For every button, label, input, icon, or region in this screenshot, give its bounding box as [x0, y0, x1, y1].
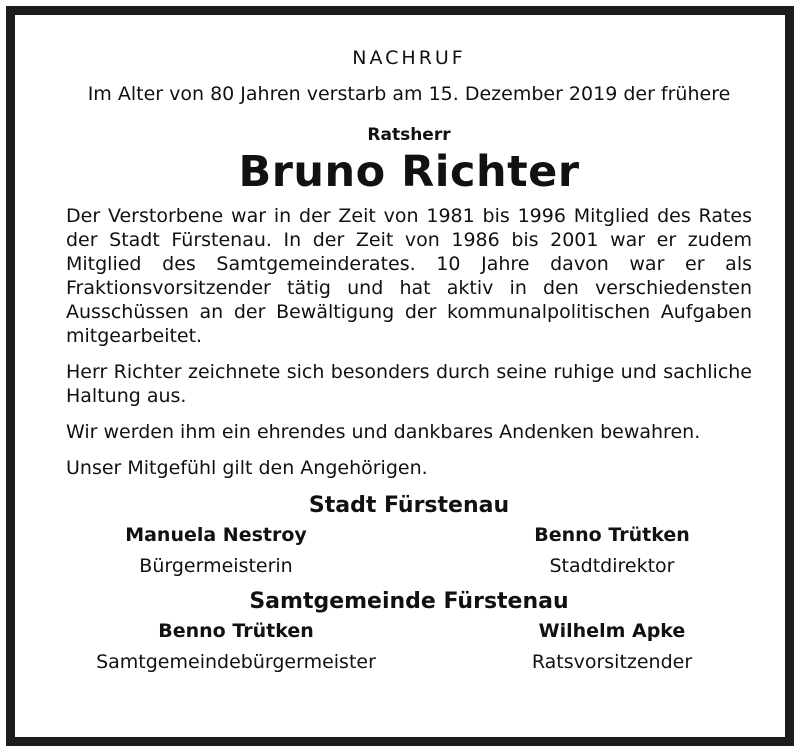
signatory-title: Samtgemeindebürgermeister	[96, 651, 376, 673]
signatory-row	[66, 520, 752, 580]
signatory	[96, 520, 336, 580]
paragraph-character: Herr Richter zeichnete sich besonders durch seine ruhige und sachliche Haltung aus.	[66, 361, 752, 407]
signatory	[66, 616, 406, 676]
signatory	[502, 616, 722, 676]
signatory-title: Stadtdirektor	[549, 555, 675, 577]
obituary-content	[66, 37, 752, 676]
paragraph-career: Der Verstorbene war in der Zeit von 1981 bis 1996 Mitglied des Rates der Stadt Fürstenau. In der Zeit von 1986 bis 2001 war er zudem Mitglied des Samtgemeinderates. 10 Jahre davon war er als Fraktionsvorsitzender tätig und hat aktiv in den verschiedensten Ausschüssen an der Bewältigung der kommunalpolitischen Aufgaben mitgearbeitet.	[66, 205, 752, 347]
signatory-name: Wilhelm Apke	[538, 620, 686, 642]
organization-name: Samtgemeinde Fürstenau	[249, 589, 569, 614]
organization-name: Stadt Fürstenau	[308, 493, 510, 518]
paragraph-remembrance: Wir werden ihm ein ehrendes und dankbares Andenken bewahren.	[66, 421, 701, 443]
paragraph-condolence: Unser Mitgefühl gilt den Angehörigen.	[66, 457, 428, 479]
signatory-name: Benno Trütken	[534, 524, 690, 546]
deceased-name: Bruno Richter	[238, 147, 580, 197]
obituary-frame	[6, 6, 794, 746]
signatory-row	[66, 616, 752, 676]
signatory	[502, 520, 722, 580]
signatory-name: Benno Trütken	[158, 620, 314, 642]
notice-heading: NACHRUF	[352, 47, 466, 69]
signatory-name: Manuela Nestroy	[125, 524, 307, 546]
signatory-title: Bürgermeisterin	[139, 555, 293, 577]
intro-line: Im Alter von 80 Jahren verstarb am 15. Dezember 2019 der frühere	[87, 83, 731, 105]
signatory-title: Ratsvorsitzender	[531, 651, 693, 673]
deceased-rank: Ratsherr	[367, 125, 451, 145]
